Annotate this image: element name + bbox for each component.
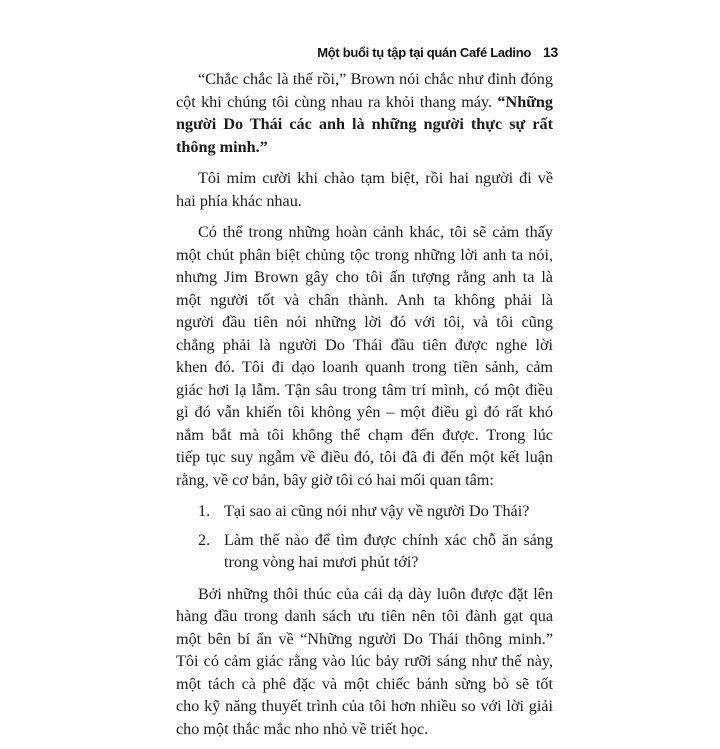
text-line: trong vòng hai mươi phút tới? bbox=[224, 553, 419, 571]
list-text bbox=[224, 529, 553, 574]
text-line: chẳng phải là người Do Thái đầu tiên được nghe lời bbox=[176, 335, 553, 354]
paragraph-1 bbox=[176, 68, 553, 158]
list-number: 2. bbox=[198, 530, 211, 549]
running-header bbox=[317, 44, 558, 60]
bold-text-line: người Do Thái các anh là những người thực sự rất bbox=[176, 115, 553, 133]
text-line: khen đó. Tôi đi dạo loanh quanh trong tiền sảnh, cảm bbox=[176, 358, 553, 376]
text-line: cho một thắc mắc nho nhỏ về triết học. bbox=[176, 719, 429, 738]
paragraph-2 bbox=[176, 167, 553, 212]
list-text bbox=[224, 500, 553, 523]
text-line: nắm bắt mà tôi không thể chạm đến được. Trong lúc bbox=[176, 425, 553, 444]
text-line: gì đó vẫn khiến tôi không yên – một điều gì đó rất khó bbox=[176, 403, 553, 421]
bold-text-line: thông minh.” bbox=[176, 137, 268, 156]
text-line: một người tốt và chân thành. Anh ta không phải là bbox=[176, 290, 553, 309]
text-line: Tại sao ai cũng nói như vậy về người Do Thái? bbox=[224, 502, 530, 520]
page-number: 13 bbox=[543, 44, 558, 60]
text-line: nhưng Jim Brown gây cho tôi ấn tượng rằng anh ta là bbox=[176, 268, 553, 286]
text-segment: cột khi chúng tôi cùng nhau ra khỏi thang máy. bbox=[176, 92, 493, 111]
text-line: người đầu tiên nói những lời đó với tôi, và tôi cũng bbox=[176, 313, 553, 331]
list-item bbox=[176, 500, 553, 523]
bold-text-segment: “Những bbox=[497, 92, 554, 111]
text-line: rằng, về cơ bản, bây giờ tôi có hai mối quan tâm: bbox=[176, 470, 494, 489]
chapter-title: Một buổi tụ tập tại quán Café Ladino bbox=[317, 45, 532, 60]
text-line: “Chắc chắc là thế rồi,” Brown nói chắc như đinh đóng bbox=[198, 70, 553, 88]
text-line: Làm thế nào để tìm được chính xác chỗ ăn sáng bbox=[224, 530, 553, 549]
list-item bbox=[176, 529, 553, 574]
page-body bbox=[176, 68, 553, 749]
text-line bbox=[176, 91, 553, 114]
text-line: Tôi mỉm cười khi chào tạm biệt, rồi hai người đi về bbox=[198, 169, 553, 187]
text-line: một tách cà phê đặc và một chiếc bánh sừng bò sẽ tốt bbox=[176, 674, 553, 693]
text-line: một bên bí ẩn về “Những người Do Thái thông minh.” bbox=[176, 629, 553, 648]
text-line: hai phía khác nhau. bbox=[176, 191, 302, 210]
text-line: Tôi có cảm giác rằng vào lúc bảy rưỡi sáng như thế này, bbox=[176, 652, 553, 670]
text-line: tiếp tục suy ngẫm về điều đó, tôi đã đi đến một kết luận bbox=[176, 448, 553, 466]
list-number: 1. bbox=[198, 502, 211, 520]
numbered-list bbox=[176, 500, 553, 574]
text-line: một chút phân biệt chủng tộc trong những lời anh ta nói, bbox=[176, 245, 553, 264]
text-line: cho kỹ năng thuyết trình của tôi hơn nhiều so với lời giải bbox=[176, 697, 553, 715]
paragraph-3 bbox=[176, 221, 553, 491]
text-line: hàng đầu trong danh sách ưu tiên nên tôi đành gạt qua bbox=[176, 607, 553, 625]
paragraph-4 bbox=[176, 583, 553, 741]
text-line: Bởi những thôi thúc của cái dạ dày luôn được đặt lên bbox=[198, 584, 553, 603]
text-line: giác hơi lạ lẫm. Tận sâu trong tâm trí mình, có một điều bbox=[176, 380, 553, 399]
text-line: Có thể trong những hoàn cảnh khác, tôi sẽ cảm thấy bbox=[198, 223, 553, 241]
